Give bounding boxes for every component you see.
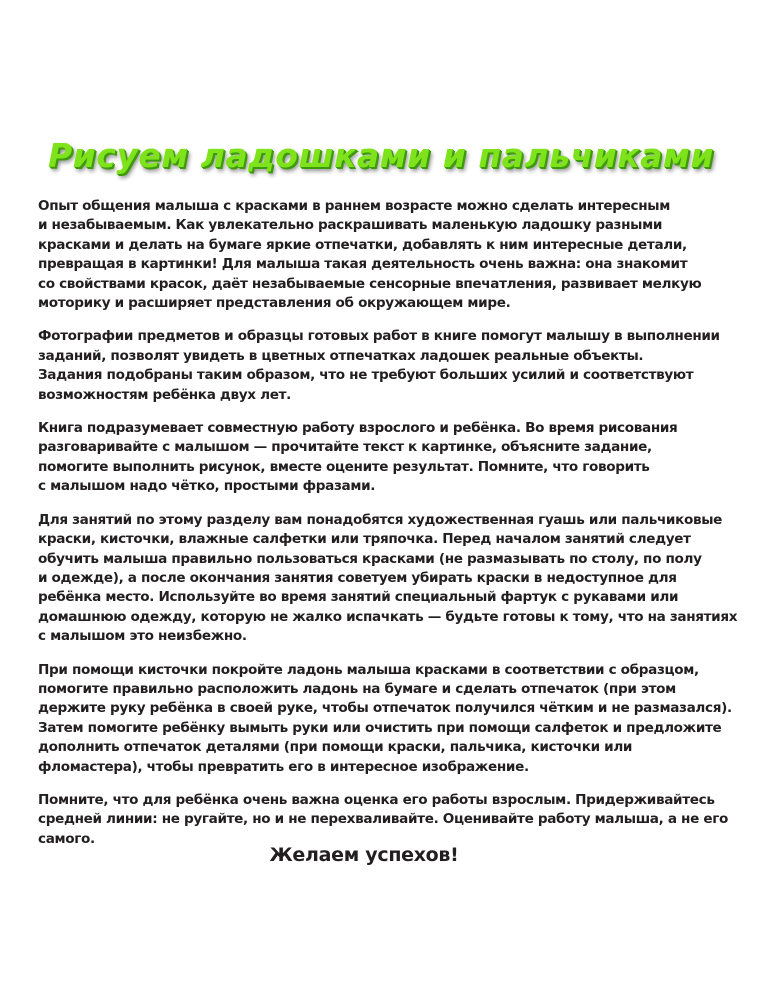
- text-line: превращая в картинки! Для малыша такая деятельность очень важна: она знакомит: [38, 256, 688, 273]
- text-line: Помните, что для ребёнка очень важна оценка его работы взрослым. Придерживайтесь: [38, 791, 715, 808]
- text-line: держите руку ребёнка в своей руке, чтобы отпечаток получился чётким и не размазался).: [38, 700, 732, 717]
- text-line: Опыт общения малыша с красками в раннем возрасте можно сделать интересным: [38, 198, 670, 214]
- text-line: и одежде), а после окончания занятия советуем убирать краски в недоступное для: [38, 569, 677, 586]
- text-line: Фотографии предметов и образцы готовых работ в книге помогут малышу в выполнении: [38, 328, 720, 345]
- text-line: Для занятий по этому разделу вам понадобятся художественная гуашь или пальчиковые: [38, 511, 723, 528]
- text-line: со свойствами красок, даёт незабываемые сенсорные впечатления, развивает мелкую: [38, 275, 702, 292]
- text-line: с малышом надо чётко, простыми фразами.: [38, 478, 376, 495]
- page-title: Рисуем ладошками и пальчиками: [47, 136, 715, 175]
- paragraph-4: [38, 511, 738, 647]
- text-line: домашнюю одежду, которую не жалко испачкать — будьте готовы к тому, что на занятиях: [38, 608, 738, 625]
- text-line: помогите выполнить рисунок, вместе оцените результат. Помните, что говорить: [38, 458, 650, 475]
- text-line: возможностям ребёнка двух лет.: [38, 386, 291, 403]
- paragraph-3: [38, 419, 728, 497]
- body-text: [38, 197, 738, 863]
- paragraph-6: [38, 791, 728, 849]
- text-line: ребёнка место. Используйте во время занятий специальный фартук с рукавами или: [38, 589, 679, 606]
- text-line: помогите правильно расположить ладонь на бумаге и сделать отпечаток (при этом: [38, 680, 676, 697]
- text-line: фломастера), чтобы превратить его в интересное изображение.: [38, 758, 529, 775]
- text-line: краски, кисточки, влажные салфетки или тряпочка. Перед началом занятий следует: [38, 531, 691, 548]
- text-line: красками и делать на бумаге яркие отпечатки, добавлять к ним интересные детали,: [38, 236, 687, 253]
- closing-wish: Желаем успехов!: [269, 844, 459, 866]
- text-line: Задания подобраны таким образом, что не требуют больших усилий и соответствуют: [38, 367, 694, 384]
- text-line: самого.: [38, 830, 95, 847]
- text-line: и незабываемым. Как увлекательно раскрашивать маленькую ладошку разными: [38, 217, 663, 234]
- paragraph-1: [38, 197, 728, 313]
- text-line: При помощи кисточки покройте ладонь малыша красками в соответствии с образцом,: [38, 661, 699, 678]
- paragraph-5: [38, 661, 732, 777]
- text-line: обучить малыша правильно пользоваться красками (не размазывать по столу, по полу: [38, 550, 702, 567]
- text-line: с малышом это неизбежно.: [38, 628, 247, 645]
- text-line: Затем помогите ребёнку вымыть руки или очистить при помощи салфеток и предложите: [38, 719, 722, 736]
- text-line: заданий, позволят увидеть в цветных отпечатках ладошек реальные объекты.: [38, 347, 644, 364]
- paragraph-2: [38, 327, 728, 405]
- text-line: моторику и расширяет представления об окружающем мире.: [38, 295, 511, 312]
- text-line: разговаривайте с малышом — прочитайте текст к картинке, объясните задание,: [38, 439, 652, 456]
- text-line: средней линии: не ругайте, но и не перехваливайте. Оценивайте работу малыша, а не его: [38, 811, 728, 828]
- text-line: дополнить отпечаток деталями (при помощи краски, пальчика, кисточки или: [38, 739, 633, 756]
- text-line: Книга подразумевает совместную работу взрослого и ребёнка. Во время рисования: [38, 420, 678, 437]
